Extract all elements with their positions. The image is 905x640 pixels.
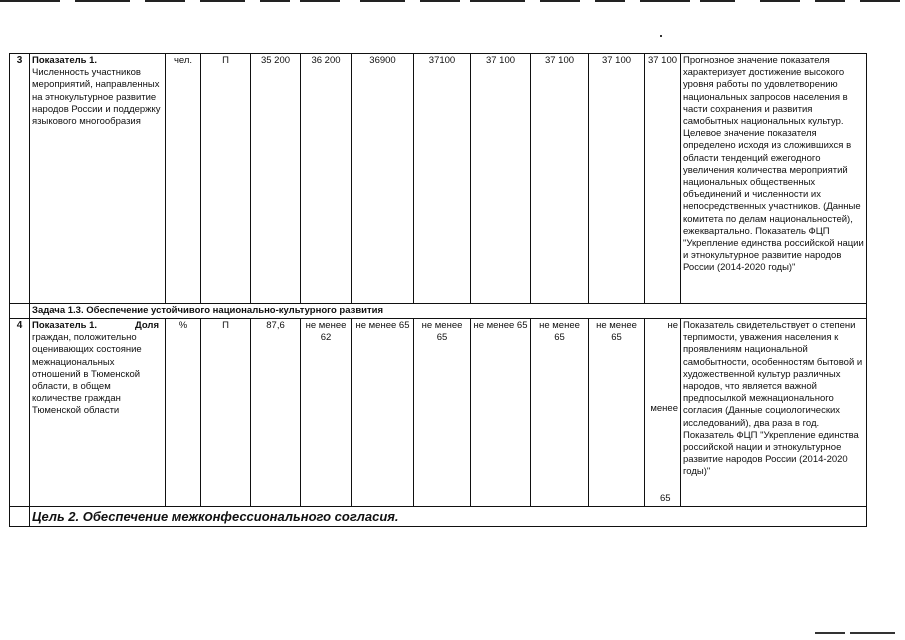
value-cell: не менее 65 (414, 319, 471, 507)
value-cell: 37 100 (471, 54, 531, 304)
value-cell: 87,6 (251, 319, 301, 507)
value-cell: 36 200 (301, 54, 352, 304)
scan-mark (850, 632, 895, 634)
value-cell: 37 100 (531, 54, 589, 304)
row-number: 3 (10, 54, 30, 304)
value-cell: не менее 65 (531, 319, 589, 507)
scan-speck (660, 35, 662, 37)
type-cell: П (201, 319, 251, 507)
indicator-title-right: Доля (134, 320, 159, 331)
value-cell-last (645, 319, 681, 507)
last-value-mid: менее (650, 403, 678, 414)
goal-row (10, 507, 867, 527)
indicator-title: Показатель 1. (32, 55, 98, 66)
value-cell: 37100 (414, 54, 471, 304)
value-cell: не менее 65 (352, 319, 414, 507)
value-cell: не менее 65 (589, 319, 645, 507)
indicator-text: Численность участников мероприятий, направленных на этнокультурное развитие народов России и поддержку языкового многообразия (32, 67, 161, 128)
value-cell: 37 100 (589, 54, 645, 304)
value-cell: 35 200 (251, 54, 301, 304)
indicator-cell (30, 319, 166, 507)
task-row (10, 304, 867, 319)
goal-title: Цель 2. Обеспечение межконфессионального согласия. (30, 507, 867, 527)
indicator-text: граждан, положительно оценивающих состояние межнациональных отношений в Тюменской области, в общем количестве граждан Тюменской области (32, 332, 142, 417)
task-title: Задача 1.3. Обеспечение устойчивого национально-культурного развития (30, 304, 867, 319)
row-number: 4 (10, 319, 30, 507)
value-cell: не менее 65 (471, 319, 531, 507)
value-cell: не менее 62 (301, 319, 352, 507)
indicator-title: Показатель 1. (32, 320, 98, 331)
table-row (10, 54, 867, 304)
top-edge-rule (0, 0, 905, 3)
note-cell: Прогнозное значение показателя характеризует достижение высокого уровня работы по удовлетворению национальных запросов населения в части сохранения и развития самобытных национальных культур. Целевое значение показателя определено исходя из сложившихся в области тенденций ежегодного увеличения количества мероприятий национальных общественных объединений и численности их непосредственных участников. (Данные комитета по делам национальностей), ежеквартально. Показатель ФЦП "Укрепление единства российской нации и этнокультурное развитие народов России (2014-2020 годы)" (681, 54, 867, 304)
goal-row-spacer (10, 507, 30, 527)
value-cell: 36900 (352, 54, 414, 304)
unit-cell: % (166, 319, 201, 507)
note-cell: Показатель свидетельствует о степени терпимости, уважения населения к проявлениям национальной самобытности, особенностям бытовой и художественной культур различных народов, что является важной предпосылкой межнационального согласия (Данные социологических исследований), два раза в год. Показатель ФЦП "Укрепление единства российской нации и этнокультурное развитие народов России (2014-2020 годы)" (681, 319, 867, 507)
value-cell: 37 100 (645, 54, 681, 304)
type-cell: П (201, 54, 251, 304)
task-row-spacer (10, 304, 30, 319)
last-value-bottom: 65 (660, 493, 671, 504)
indicators-table (9, 53, 867, 527)
unit-cell: чел. (166, 54, 201, 304)
last-value-top: не (667, 320, 678, 331)
indicator-cell (30, 54, 166, 304)
table-row (10, 319, 867, 507)
scan-mark (815, 632, 845, 634)
